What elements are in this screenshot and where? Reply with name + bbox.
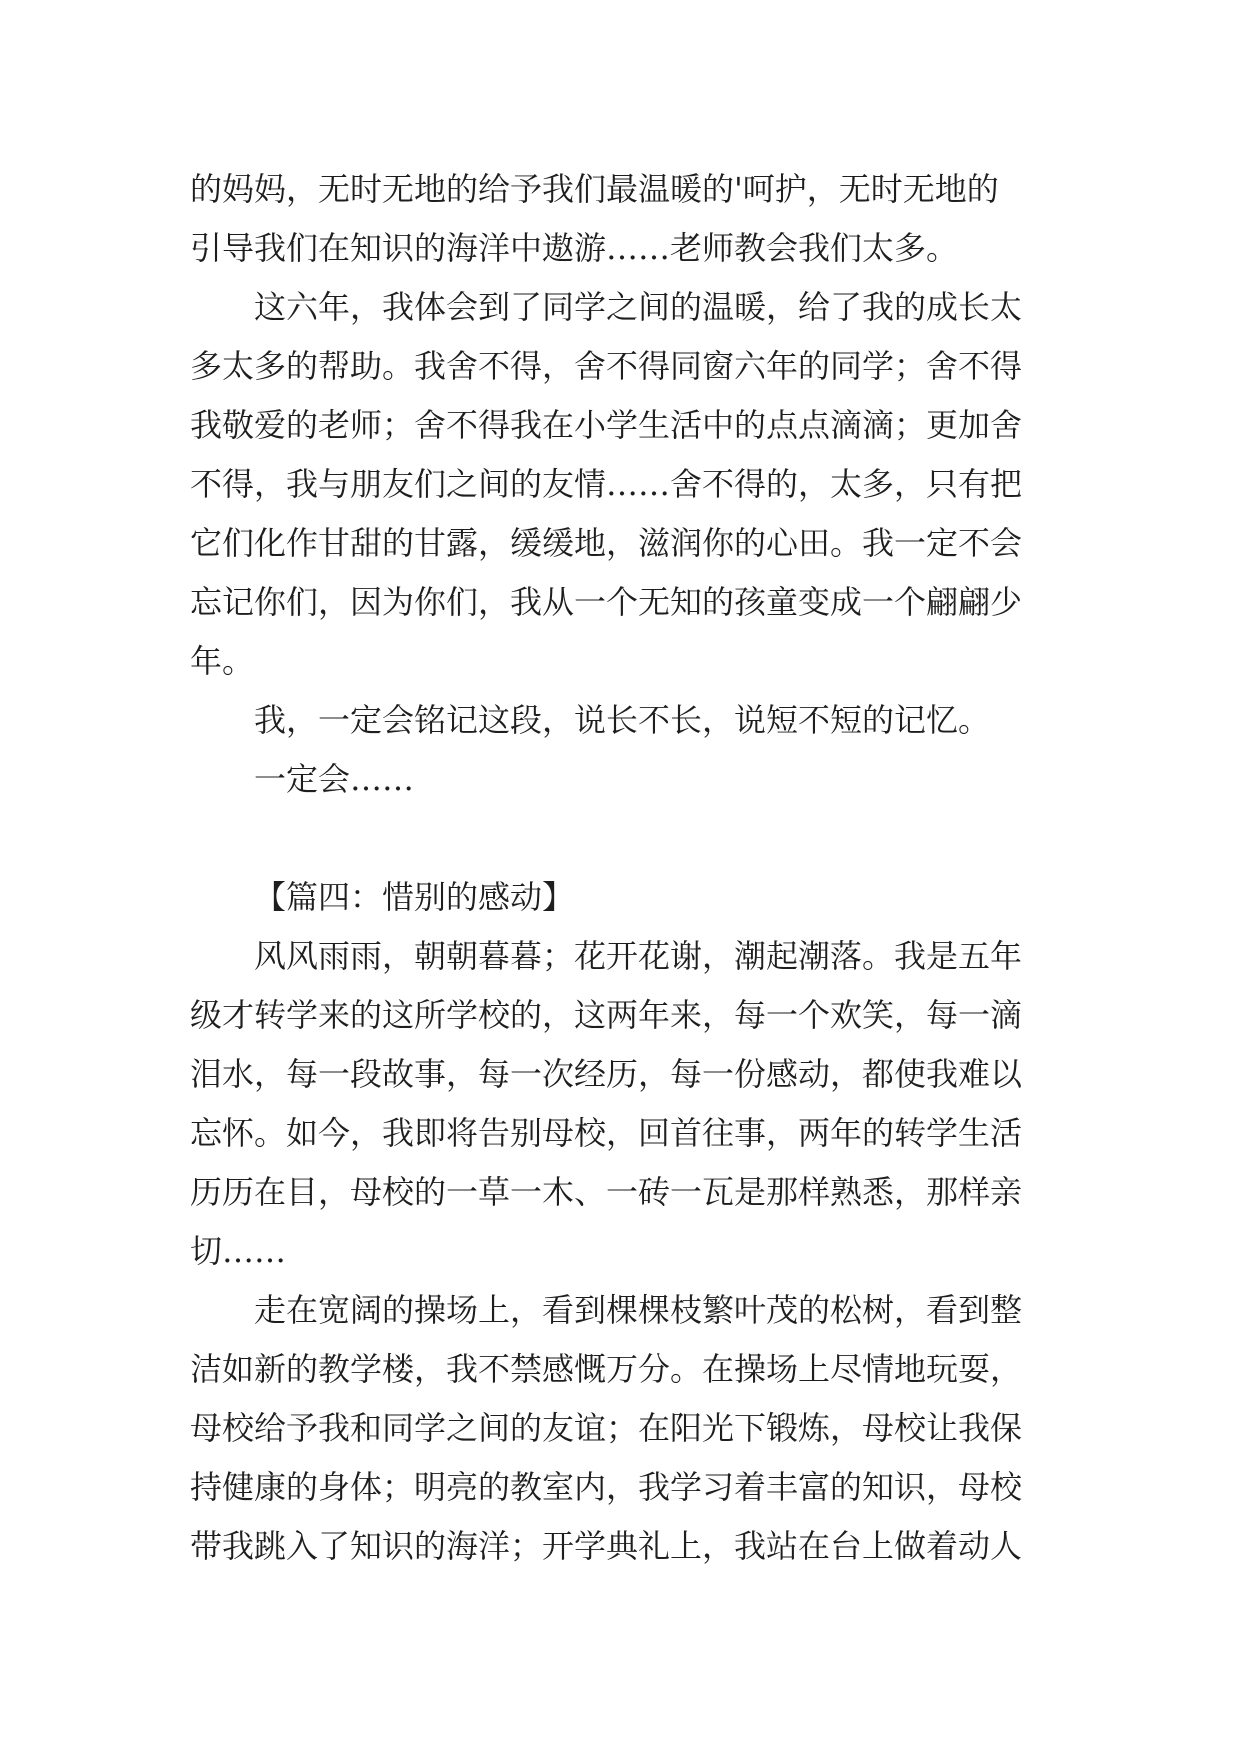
text-line: 的妈妈，无时无地的给予我们最温暖的'呵护，无时无地的 bbox=[190, 170, 999, 208]
paragraph-1 bbox=[190, 160, 1060, 278]
paragraph-4 bbox=[190, 750, 1060, 809]
text-line: 不得，我与朋友们之间的友情……舍不得的，太多，只有把 bbox=[190, 465, 1023, 503]
text-line: 我敬爱的老师；舍不得我在小学生活中的点点滴滴；更加舍 bbox=[190, 406, 1023, 444]
text-line: 一定会…… bbox=[254, 760, 415, 798]
text-line: 洁如新的教学楼，我不禁感慨万分。在操场上尽情地玩耍， bbox=[190, 1350, 1023, 1388]
paragraph-5 bbox=[190, 927, 1060, 1281]
text-line: 切…… bbox=[190, 1232, 287, 1270]
text-line: 母校给予我和同学之间的友谊；在阳光下锻炼，母校让我保 bbox=[190, 1409, 1023, 1447]
text-line: 我，一定会铭记这段，说长不长，说短不短的记忆。 bbox=[254, 701, 991, 739]
text-line: 带我跳入了知识的海洋；开学典礼上，我站在台上做着动人 bbox=[190, 1527, 1023, 1565]
text-line: 忘记你们，因为你们，我从一个无知的孩童变成一个翩翩少 bbox=[190, 583, 1023, 621]
paragraph-2 bbox=[190, 278, 1060, 691]
section-heading: 【篇四：惜别的感动】 bbox=[254, 878, 575, 916]
text-line: 泪水，每一段故事，每一次经历，每一份感动，都使我难以 bbox=[190, 1055, 1023, 1093]
text-line: 引导我们在知识的海洋中遨游……老师教会我们太多。 bbox=[190, 229, 959, 267]
text-line: 多太多的帮助。我舍不得，舍不得同窗六年的同学；舍不得 bbox=[190, 347, 1023, 385]
blank-line bbox=[190, 809, 1060, 868]
section-heading-wrapper bbox=[190, 868, 1060, 927]
document-body bbox=[190, 160, 1060, 1576]
paragraph-3 bbox=[190, 691, 1060, 750]
text-line: 持健康的身体；明亮的教室内，我学习着丰富的知识，母校 bbox=[190, 1468, 1023, 1506]
text-line: 这六年，我体会到了同学之间的温暖，给了我的成长太 bbox=[254, 288, 1023, 326]
text-line: 级才转学来的这所学校的，这两年来，每一个欢笑，每一滴 bbox=[190, 996, 1023, 1034]
text-line: 风风雨雨，朝朝暮暮；花开花谢，潮起潮落。我是五年 bbox=[254, 937, 1023, 975]
paragraph-6 bbox=[190, 1281, 1060, 1576]
text-line: 它们化作甘甜的甘露，缓缓地，滋润你的心田。我一定不会 bbox=[190, 524, 1023, 562]
text-line: 忘怀。如今，我即将告别母校，回首往事，两年的转学生活 bbox=[190, 1114, 1023, 1152]
text-line: 历历在目，母校的一草一木、一砖一瓦是那样熟悉，那样亲 bbox=[190, 1173, 1023, 1211]
text-line: 走在宽阔的操场上，看到棵棵枝繁叶茂的松树，看到整 bbox=[254, 1291, 1023, 1329]
text-line: 年。 bbox=[190, 642, 255, 680]
